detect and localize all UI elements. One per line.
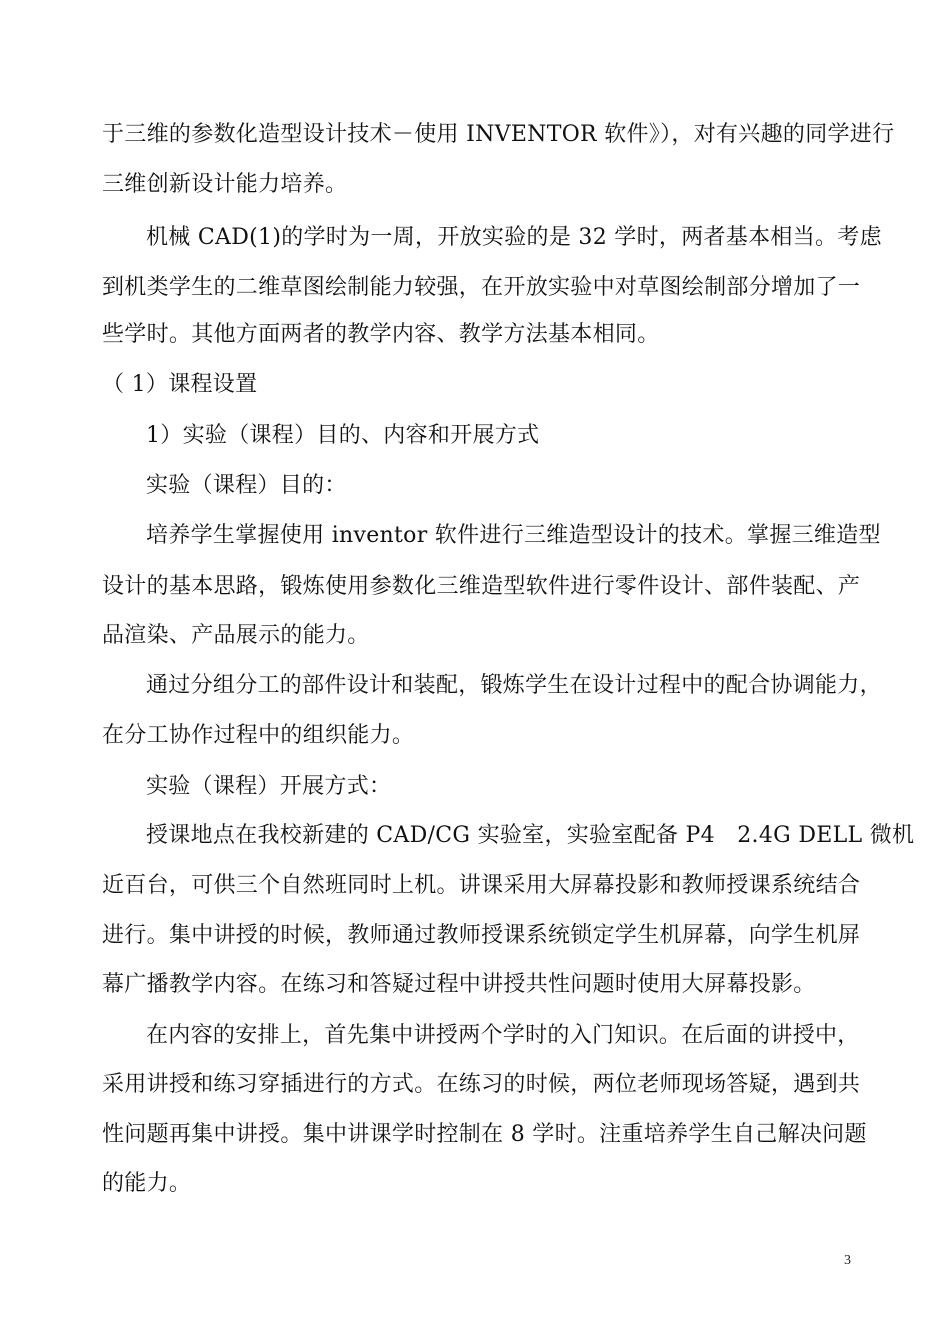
text-line: 品渲染、产品展示的能力。 bbox=[102, 623, 370, 648]
paragraph-first-line: 在内容的安排上，首先集中讲授两个学时的入门知识。在后面的讲授中， bbox=[146, 1023, 860, 1048]
text-line: 设计的基本思路，锻炼使用参数化三维造型软件进行零件设计、部件装配、产 bbox=[102, 574, 861, 599]
text-line: 的能力。 bbox=[102, 1171, 192, 1196]
section-heading: （ 1）课程设置 bbox=[102, 372, 258, 397]
paragraph-first-line: 授课地点在我校新建的 CAD/CG 实验室，实验室配备 P4 2.4G DELL 微机 bbox=[146, 823, 915, 848]
paragraph-first-line: 通过分组分工的部件设计和装配，锻炼学生在设计过程中的配合协调能力， bbox=[146, 673, 882, 698]
text-line: 于三维的参数化造型设计技术－使用 INVENTOR 软件》），对有兴趣的同学进行 bbox=[102, 122, 895, 147]
text-line: 近百台，可供三个自然班同时上机。讲课采用大屏幕投影和教师授课系统结合 bbox=[102, 873, 861, 898]
page-number: 3 bbox=[844, 1253, 851, 1268]
subsection-heading: 1）实验（课程）目的、内容和开展方式 bbox=[146, 423, 540, 448]
paragraph-first-line: 培养学生掌握使用 inventor 软件进行三维造型设计的技术。掌握三维造型 bbox=[146, 523, 881, 548]
text-line: 到机类学生的二维草图绘制能力较强，在开放实验中对草图绘制部分增加了一 bbox=[102, 275, 861, 300]
subheading-purpose: 实验（课程）目的： bbox=[146, 473, 347, 498]
paragraph-first-line: 机械 CAD(1)的学时为一周，开放实验的是 32 学时，两者基本相当。考虑 bbox=[146, 225, 882, 250]
text-line: 在分工协作过程中的组织能力。 bbox=[102, 723, 415, 748]
subheading-method: 实验（课程）开展方式： bbox=[146, 774, 392, 799]
text-line: 性问题再集中讲授。集中讲课学时控制在 8 学时。注重培养学生自己解决问题 bbox=[102, 1122, 867, 1147]
text-line: 采用讲授和练习穿插进行的方式。在练习的时候，两位老师现场答疑，遇到共 bbox=[102, 1072, 861, 1097]
text-line: 幕广播教学内容。在练习和答疑过程中讲授共性问题时使用大屏幕投影。 bbox=[102, 972, 816, 997]
text-line: 些学时。其他方面两者的教学内容、教学方法基本相同。 bbox=[102, 322, 660, 347]
text-line: 三维创新设计能力培养。 bbox=[102, 172, 348, 197]
text-line: 进行。集中讲授的时候，教师通过教师授课系统锁定学生机屏幕，向学生机屏 bbox=[102, 923, 861, 948]
